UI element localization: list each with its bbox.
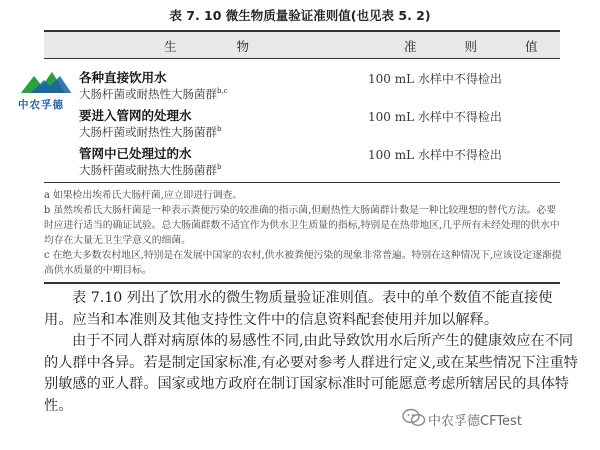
row-title-2: 要进入管网的处理水 [79,108,192,123]
logo-text: 中农孚德 [18,99,64,111]
table-footnotes [44,188,564,278]
row-footnote-ref-2: b [217,125,222,134]
row-subtitle-text-1: 大肠杆菌或耐热性大肠菌群 [79,87,217,101]
table-caption: 表 7. 10 微生物质量验证准则值(也见表 5. 2) [169,8,431,23]
header-organism: 生 物 [164,39,277,54]
row-title-1: 各种直接饮用水 [79,70,167,85]
row-subtitle-text-2: 大肠杆菌或耐热性大肠菌群 [79,125,217,139]
table-body-rule [44,182,560,183]
row-value-2: 100 mL 水样中不得检出 [368,110,502,124]
body-text [44,288,579,417]
body-paragraph-1: 表 7.10 列出了饮用水的微生物质量验证准则值。表中的单个数值不能直接使用。应当和本准则及其他支持性文件中的信息资料配套使用并加以解释。 [44,290,553,328]
footnote-b: b 虽然埃希氏大肠杆菌是一种表示粪便污染的较准确的指示菌,但耐热性大肠菌群计数是一种比较理想的替代方法。必要时应进行适当的确证试验。总大肠菌群数不适宜作为供水卫生质量的指标,特别是在热带地区,几乎所有未经处理的供水中均存在大量无卫生学意义的细菌。 [44,205,560,246]
footnote-a: a 如果检出埃希氏大肠杆菌,应立即进行调查。 [44,190,243,201]
footnote-c: c 在绝大多数农村地区,特别是在发展中国家的农村,供水被粪便污染的现象非常普遍。特别在这种情况下,应该设定逐渐提高供水质量的中期目标。 [44,250,562,276]
header-guideline-value: 准 则 值 [404,39,560,54]
table-bottom-rule [44,282,560,284]
watermark-text: 中农孚德CFTest [428,414,522,429]
table-header-rule [44,58,560,59]
body-paragraph-2: 由于不同人群对病原体的易感性不同,由此导致饮用水后所产生的健康效应在不同的人群中各异。若是制定国家标准,有必要对参考人群进行定义,或在某些情况下注重特别敏感的亚人群。国家或地方政府在制订国家标准时可能愿意考虑所辖居民的具体特性。 [44,333,578,414]
row-value-3: 100 mL 水样中不得检出 [368,148,502,162]
row-subtitle-2 [79,124,221,140]
row-subtitle-1 [79,86,228,102]
row-subtitle-text-3: 大肠杆菌或耐热大性肠菌群 [79,163,217,177]
row-footnote-ref-3: b [217,163,222,172]
row-value-1: 100 mL 水样中不得检出 [368,72,502,86]
row-subtitle-3 [79,162,221,178]
row-title-3: 管网中已处理过的水 [79,146,192,161]
wechat-icon [402,406,426,430]
table-header-row [44,32,560,58]
row-footnote-ref-1: b,c [217,87,228,96]
